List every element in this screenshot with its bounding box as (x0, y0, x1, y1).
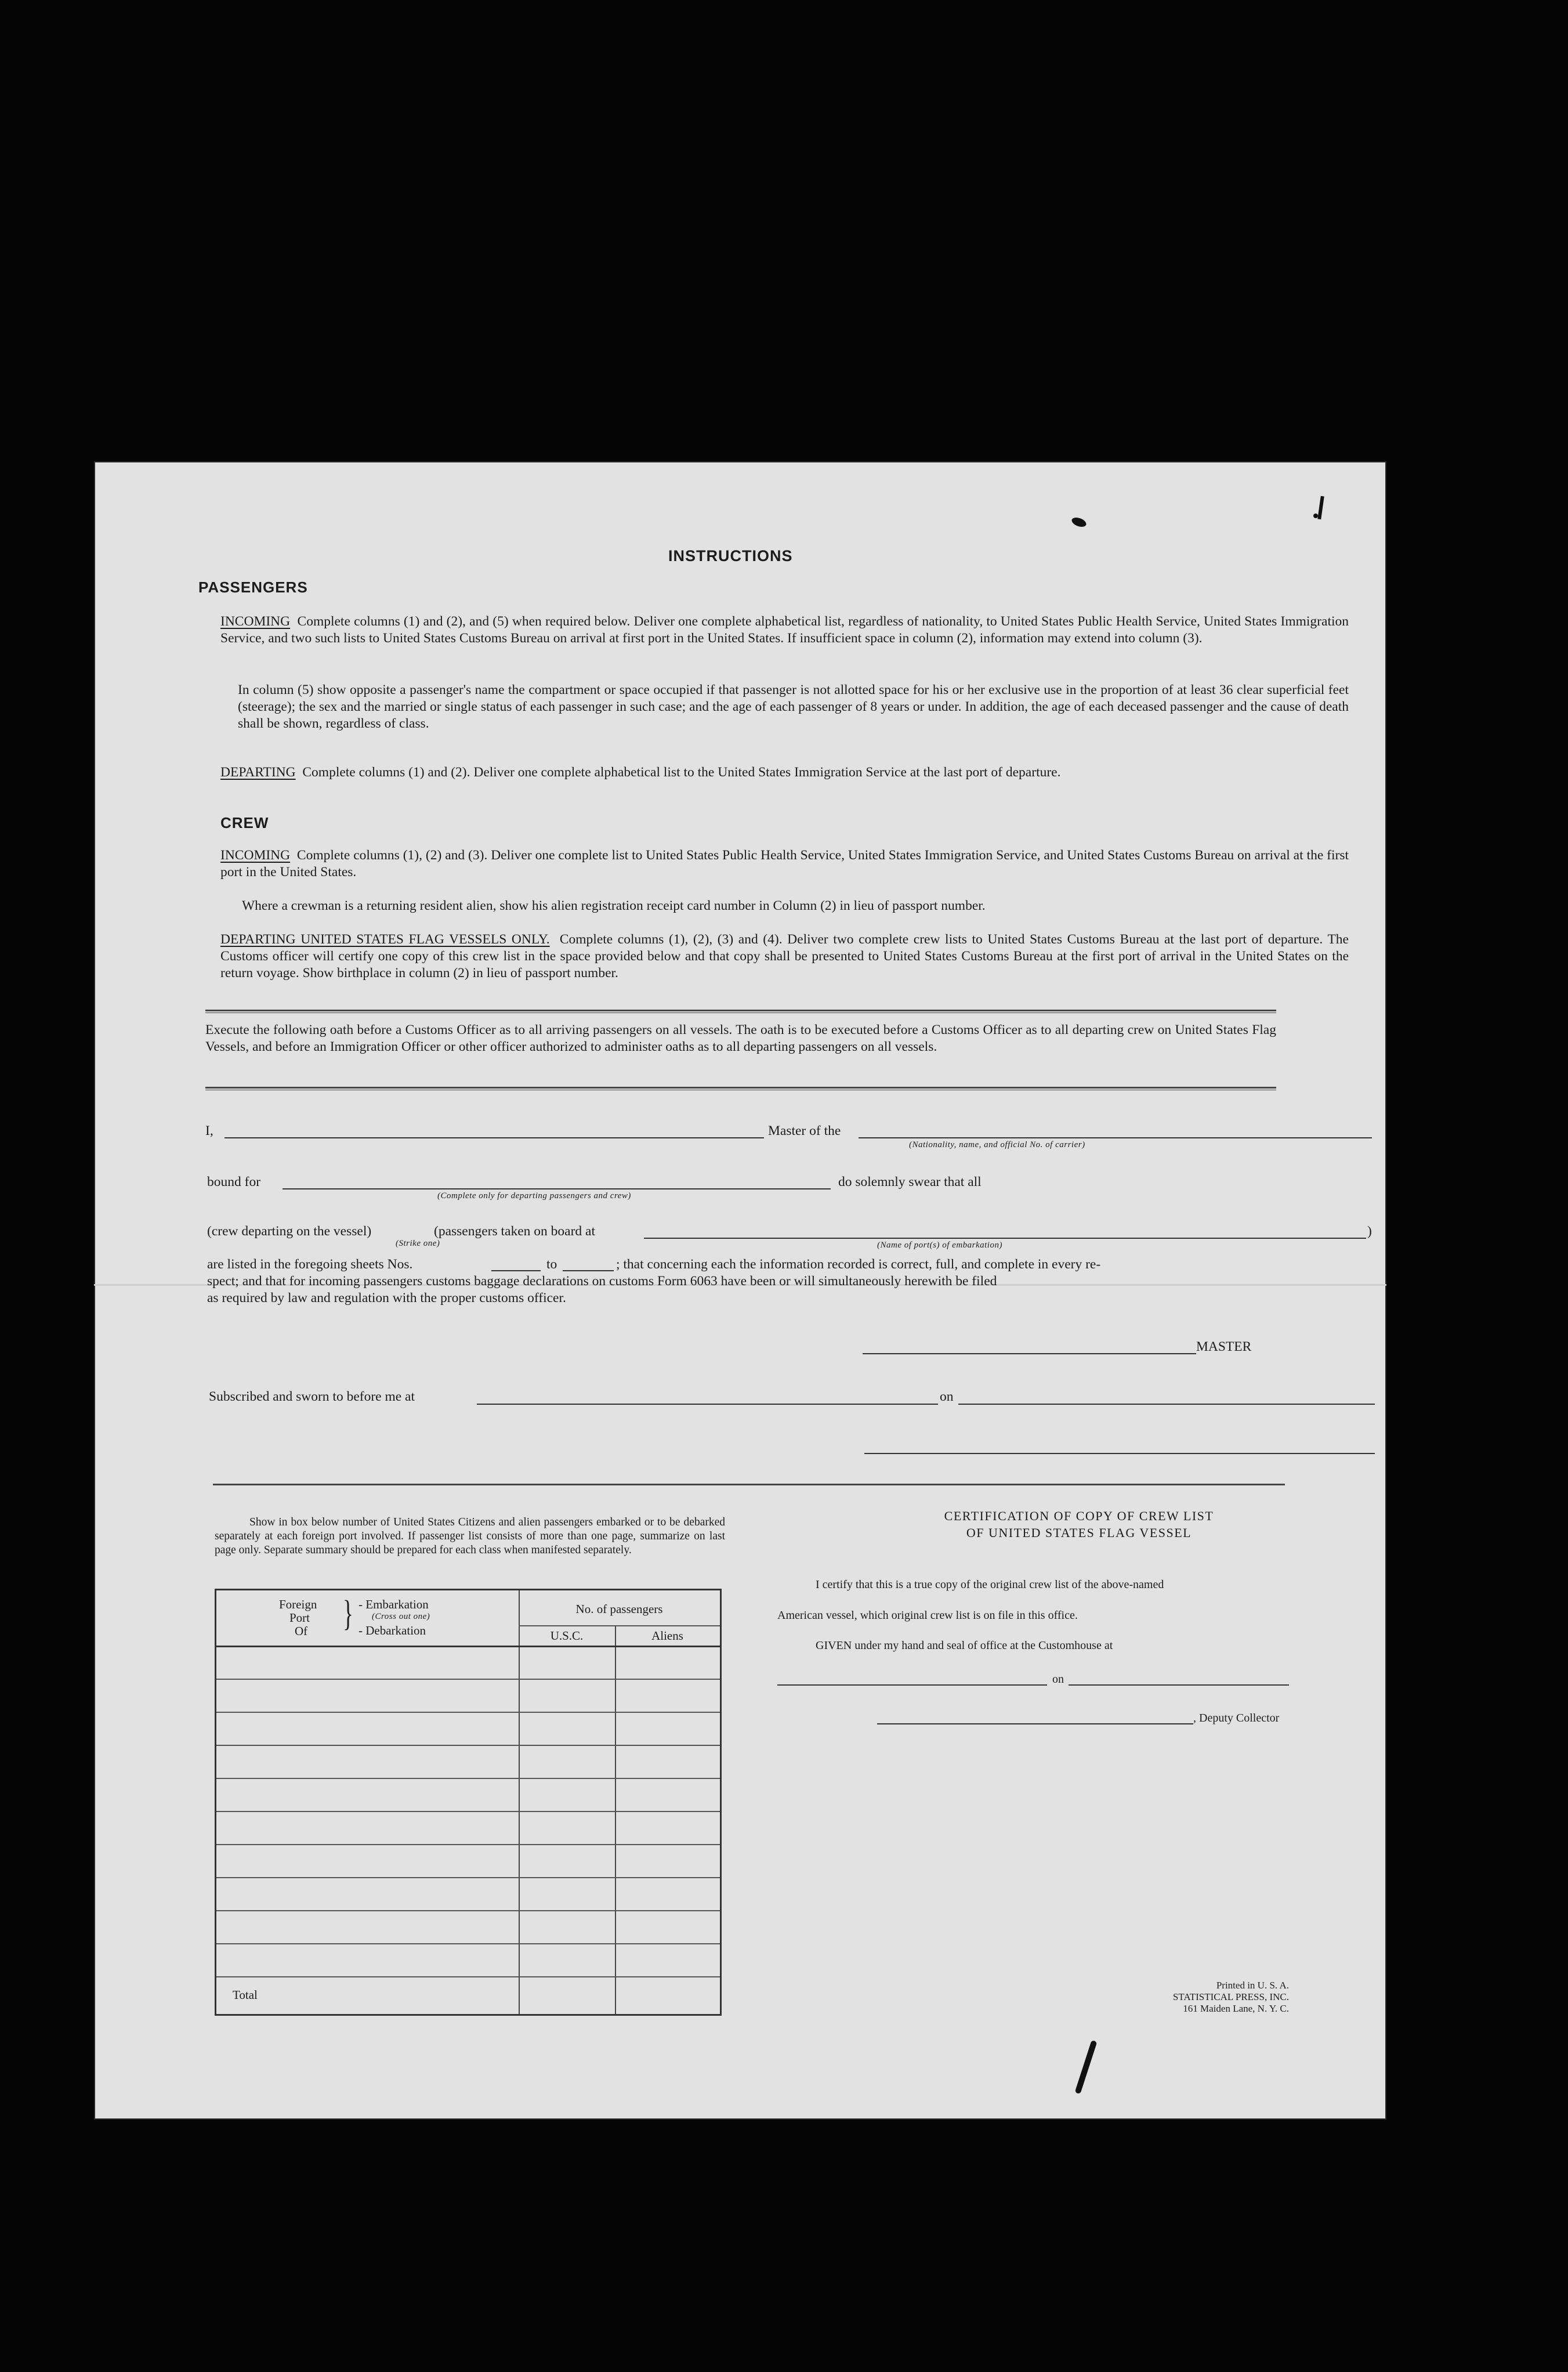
table-row (216, 1877, 720, 1878)
page-title: INSTRUCTIONS (668, 547, 793, 565)
sheet-to-field[interactable] (563, 1270, 614, 1271)
of-label: Of (295, 1624, 308, 1638)
no-passengers-label: No. of passengers (575, 1602, 663, 1616)
foreign-label: Foreign (279, 1597, 317, 1611)
printer-line-3: 161 Maiden Lane, N. Y. C. (1183, 2003, 1289, 2014)
master-label: MASTER (1196, 1339, 1252, 1354)
form-page (94, 461, 1386, 2120)
carrier-caption: (Nationality, name, and official No. of carrier) (909, 1140, 1085, 1149)
table-row (216, 1910, 720, 1911)
master-name-field[interactable] (224, 1137, 764, 1138)
certification-date-field[interactable] (1069, 1684, 1289, 1686)
to-label: to (546, 1257, 557, 1272)
deputy-collector-label: , Deputy Collector (1193, 1712, 1280, 1724)
certify-line-2: American vessel, which original crew list is on file in this office. (777, 1609, 1078, 1622)
bound-for-field[interactable] (283, 1188, 831, 1189)
total-label: Total (233, 1988, 258, 2002)
sheet-from-field[interactable] (491, 1270, 541, 1271)
deputy-signature-field[interactable] (877, 1723, 1193, 1724)
summary-table (215, 1589, 722, 2016)
given-label: GIVEN under my hand and seal of office at the Customhouse at (816, 1639, 1113, 1652)
ink-mark (1070, 516, 1087, 529)
listed-prefix: are listed in the foregoing sheets Nos. (207, 1257, 413, 1272)
table-row (216, 1712, 720, 1713)
printer-line-1: Printed in U. S. A. (1216, 1980, 1289, 1991)
embarkation-label: - Embarkation (358, 1597, 429, 1611)
port-caption: (Name of port(s) of embarkation) (877, 1241, 1002, 1250)
passengers-incoming-label: INCOMING (220, 614, 291, 629)
listed-line2: spect; and that for incoming passengers customs baggage declarations on customs Form 6063 have been or will simultaneously herewith be filed (207, 1274, 997, 1289)
bound-for-label: bound for (207, 1174, 261, 1189)
table-row (216, 1943, 720, 1944)
certification-on-label: on (1052, 1673, 1064, 1686)
certification-heading-2: OF UNITED STATES FLAG VESSEL (966, 1525, 1192, 1540)
crew-incoming-text: Complete columns (1), (2) and (3). Deliver one complete list to United States Public Health Service, United States Immigration Service, and United States Customs Bureau on arrival at the first port in the United States. (220, 848, 1349, 880)
passengers-heading: PASSENGERS (198, 578, 308, 596)
table-header-split (519, 1625, 720, 1626)
table-col-divider (615, 1625, 616, 2014)
oath-i-label: I, (205, 1123, 213, 1138)
passengers-departing-text: Complete columns (1) and (2). Deliver one complete alphabetical list to the United States Immigration Service at the last port of departure. (302, 765, 1061, 780)
table-row (216, 1778, 720, 1779)
strike-caption: (Strike one) (396, 1239, 440, 1248)
debarkation-label: - Debarkation (358, 1623, 426, 1637)
table-row (216, 1844, 720, 1845)
subscribed-on-label: on (940, 1389, 954, 1404)
ink-mark (1317, 496, 1324, 519)
table-row (216, 1811, 720, 1812)
ink-mark (1313, 514, 1318, 518)
printer-line-2: STATISTICAL PRESS, INC. (1172, 1991, 1289, 2002)
cross-out-caption: (Cross out one) (372, 1612, 430, 1621)
crew-incoming-label: INCOMING (220, 848, 291, 863)
passengers-column5-text: In column (5) show opposite a passenger's name the compartment or space occupied if that passenger is not allotted space for his or her exclusive use in the proportion of at least 36 clear superficial feet (steerage); the sex and the married or single status of each passenger in such case; and the age of each passenger of 8 years or under. In addition, the age of each deceased passenger and the cause of death shall be shown, regardless of class. (238, 682, 1349, 731)
lower-divider (213, 1484, 1285, 1485)
crew-departing-block (220, 931, 1349, 982)
table-header-bottom (216, 1646, 720, 1647)
brace-icon: } (342, 1594, 353, 1633)
passengers-taken-option[interactable]: (passengers taken on board at (434, 1224, 595, 1239)
oath-execute-text: Execute the following oath before a Customs Officer as to all arriving passengers on all vessels. The oath is to be executed before a Customs Officer as to all departing crew on United States Flag Vessels, and before an Immigration Officer or other officer authorized to administer oaths as to all departing passengers on all vessels. (205, 1022, 1276, 1054)
summary-instructions: Show in box below number of United States Citizens and alien passengers embarked or to be debarked separately at each foreign port involved. If passenger list consists of more than one page, summarize on last page only. Separate summary should be prepared for each class when manifested separately. (215, 1516, 725, 1556)
crew-departing-text: Complete columns (1), (2), (3) and (4). Deliver two complete crew lists to United States Customs Bureau at the last port of departure. The Customs officer will certify one copy of this crew list in the space provided below and that copy shall be presented to United States Customs Bureau at the first port of arrival in the United States on the return voyage. Show birthplace in column (2) in lieu of passport number. (220, 932, 1349, 981)
customhouse-field[interactable] (777, 1684, 1047, 1686)
officer-signature-field[interactable] (864, 1453, 1375, 1454)
printer-imprint (1127, 1980, 1289, 2015)
oath-divider (205, 1087, 1276, 1090)
aliens-label: Aliens (651, 1629, 683, 1643)
passengers-incoming-block (220, 613, 1349, 647)
swear-label: do solemnly swear that all (838, 1174, 982, 1189)
passengers-departing-label: DEPARTING (220, 765, 296, 780)
crew-resident-text: Where a crewman is a returning resident alien, show his alien registration receipt card number in Column (2) in lieu of passport number. (242, 898, 986, 913)
embarkation-port-field[interactable] (644, 1238, 1366, 1239)
carrier-field[interactable] (859, 1137, 1372, 1138)
ink-stroke (1075, 2040, 1098, 2094)
subscribed-place-field[interactable] (477, 1404, 938, 1405)
certification-heading-1: CERTIFICATION OF COPY OF CREW LIST (944, 1509, 1214, 1523)
certify-line-1: I certify that this is a true copy of the original crew list of the above-named (816, 1578, 1164, 1591)
table-col-divider (519, 1590, 520, 2014)
passengers-incoming-text: Complete columns (1) and (2), and (5) when required below. Deliver one complete alphabetical list, regardless of nationality, to United States Public Health Service, United States Immigration Service, and two such lists to United States Customs Bureau on arrival at first port in the United States. If insufficient space in column (2), information may extend into column (3). (220, 614, 1349, 646)
listed-line3: as required by law and regulation with the proper customs officer. (207, 1290, 566, 1306)
table-row (216, 1976, 720, 1977)
close-paren: ) (1367, 1224, 1372, 1239)
crew-heading: CREW (220, 814, 269, 831)
section-divider (205, 1010, 1276, 1013)
table-row (216, 1745, 720, 1746)
table-row (216, 1679, 720, 1680)
listed-suffix: ; that concerning each the information recorded is correct, full, and complete in every re- (616, 1257, 1101, 1272)
crew-incoming-block (220, 847, 1349, 881)
master-signature-field[interactable] (863, 1353, 1196, 1354)
crew-departing-label: DEPARTING UNITED STATES FLAG VESSELS ONLY. (220, 932, 550, 947)
subscribed-date-field[interactable] (958, 1404, 1375, 1405)
crew-departing-option[interactable]: (crew departing on the vessel) (207, 1224, 372, 1239)
port-label: Port (289, 1611, 310, 1625)
subscribed-label: Subscribed and sworn to before me at (209, 1389, 415, 1404)
bound-for-caption: (Complete only for departing passengers and crew) (437, 1191, 631, 1201)
master-of-the-label: Master of the (768, 1123, 841, 1138)
usc-label: U.S.C. (550, 1629, 584, 1643)
passengers-departing-block (220, 764, 1349, 781)
